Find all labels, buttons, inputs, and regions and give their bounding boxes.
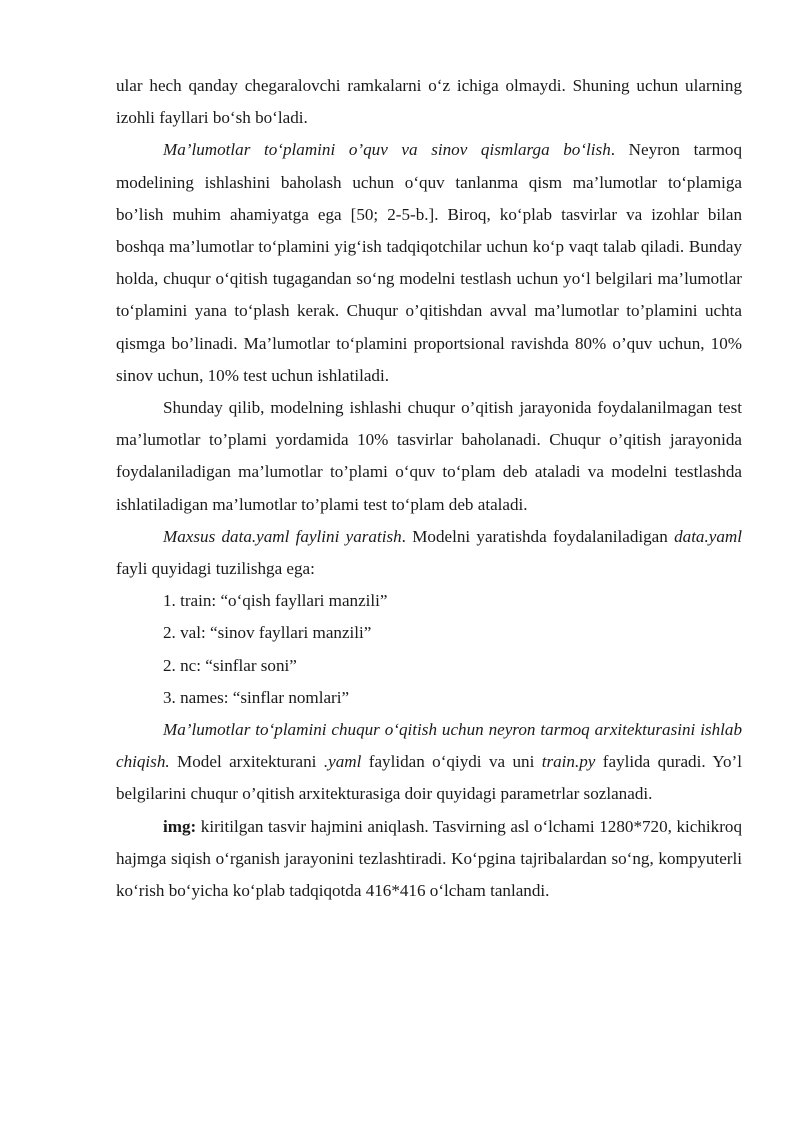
paragraph-architecture [116,714,742,811]
file-extension: .yaml [323,752,362,772]
paragraph-text: kiritilgan tasvir hajmini aniqlash. Tasvirning asl o‘lchami 1280*720, kichikroq hajmga siqish o‘rganish jarayonini tezlashtiradi. Ko‘pgina tajribalardan so‘ng, kompyuterli ko‘rish bo‘yicha ko‘plab tadqiqotda 416*416 o‘lcham tanlandi. [116,816,742,901]
paragraph-text: faylidan o‘qiydi va uni [361,752,542,772]
list-item: 1. train: “o‘qish fayllari manzili” [163,591,388,611]
list-item: 2. val: “sinov fayllari manzili” [163,623,372,643]
paragraph-text: ular hech qanday chegaralovchi ramkalarni o‘z ichiga olmaydi. Shuning uchun ularning izohli fayllari bo‘sh bo‘ladi. [116,76,742,128]
paragraph-continuation [116,70,742,134]
list-item: 3. names: “sinflar nomlari” [163,687,350,707]
paragraph-test-evaluation [116,392,742,521]
file-name: data.yaml [674,526,742,546]
paragraph-text: faylida quradi. Yo’l belgilarini chuqur o’qitish arxitekturasiga doir quyidagi parametrlar sozlanadi. [116,752,742,804]
paragraph-data-yaml [116,521,742,585]
document-page [116,70,742,907]
paragraph-text: Shunday qilib, modelning ishlashi chuqur o’qitish jarayonida foydalanilmagan test ma’lumotlar to’plami yordamida 10% tasvirlar baholanadi. Chuqur o’qitish jarayonida foydalaniladigan ma’lumotlar to’plami o‘quv to‘plam deb ataladi va modelni testlashda ishlatiladigan ma’lumotlar to’plami test to‘plam deb ataladi. [116,398,742,514]
section-lead-architecture: Ma’lumotlar to‘plamini chuqur o‘qitish uchun neyron tarmoq arxitekturasini ishlab chiqish. [116,720,742,772]
file-name: train.py [541,752,596,772]
list-item: 2. nc: “sinflar soni” [163,655,297,675]
paragraph-img-parameter [116,811,742,908]
parameter-term: img: [163,816,197,836]
paragraph-text: . Neyron tarmoq modelining ishlashini baholash uchun o‘quv tanlanma qism ma’lumotlar to‘plamiga bo’lish muhim ahamiyatga ega [50; 2-5-b.]. Biroq, ko‘plab tasvirlar va izohlar bilan boshqa ma’lumotlar to‘plamini yig‘ish tadqiqotchilar uchun ko‘p vaqt talab qiladi. Bunday holda, chuqur o‘qitish tugagandan so‘ng modelni testlash uchun yo‘l belgilari ma’lumotlar to‘plamini yana to‘plash kerak. Chuqur o’qitishdan avval ma’lumotlar to’plamini uchta qismga bo’linadi. Ma’lumotlar to‘plamini proportsional ravishda 80% o’quv uchun, 10% sinov uchun, 10% test uchun ishlatiladi. [116,140,742,385]
paragraph-text: Model arxitekturani [169,752,324,772]
paragraph-dataset-split [116,134,742,392]
paragraph-text: . Modelni yaratishda foydalaniladigan [401,526,675,546]
paragraph-text: fayli quyidagi tuzilishga ega: [116,559,315,579]
section-lead-data-yaml: Maxsus data.yaml faylini yaratish [163,526,402,546]
section-lead-dataset-split: Ma’lumotlar to‘plamini o’quv va sinov qismlarga bo‘lish [163,140,611,160]
